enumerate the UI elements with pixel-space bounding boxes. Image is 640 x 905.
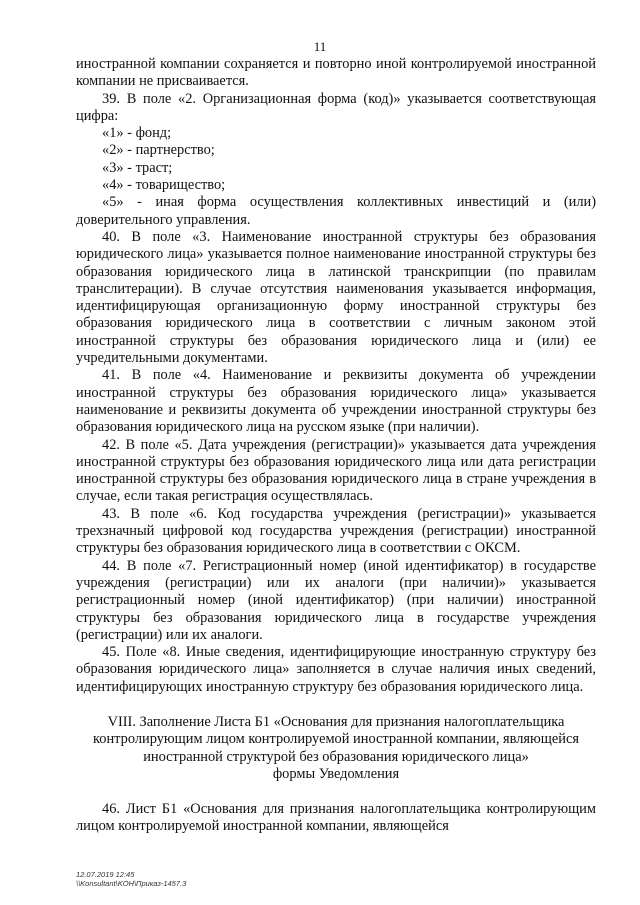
paragraph-40: 40. В поле «3. Наименование иностранной структуры без образования юридического лица» указывается полное наименование иностранной структуры без образования юридического лица в латинской транскрипции (по правилам транслитерации). В случае отсутствия наименования указывается информация, идентифицирующая организационную форму иностранной структуры без образования юридического лица в соответствии с личным законом этой иностранной структуры без образования юридического лица и (или) ее учредительными документами. — [76, 228, 596, 367]
paragraph-42: 42. В поле «5. Дата учреждения (регистрации)» указывается дата учреждения иностранной структуры без образования юридического лица или дата регистрации иностранной структуры без образования юридического лица в стране учреждения в случае, если такая регистрация осуществлялась. — [76, 436, 596, 505]
paragraph-46: 46. Лист Б1 «Основания для признания налогоплательщика контролирующим лицом контролируемой иностранной компании, являющейся — [76, 801, 596, 835]
paragraph-39: 39. В поле «2. Организационная форма (код)» указывается соответствующая цифра: — [76, 90, 596, 124]
list-item-company: «4» - товарищество; — [102, 177, 226, 194]
paragraph-continuation: иностранной компании сохраняется и повторно иной контролируемой иностранной компании не присваивается. — [76, 56, 596, 90]
section-heading-line-2: контролирующим лицом контролируемой иностранной компании, являющейся — [93, 731, 579, 748]
footer-date: 12.07.2019 12:45 — [76, 870, 135, 879]
footer-path: \\Konsultant\KOH\Приказ-1457.3 — [76, 879, 187, 888]
section-heading-line-3: иностранной структурой без образования юридического лица» — [143, 748, 529, 765]
section-heading — [76, 714, 596, 783]
section-heading-line-1: VIII. Заполнение Листа Б1 «Основания для признания налогоплательщика — [107, 713, 565, 730]
page-number: 11 — [313, 39, 327, 54]
list-item-trust: «3» - траст; — [102, 159, 173, 176]
paragraph-45: 45. Поле «8. Иные сведения, идентифицирующие иностранную структуру без образования юридического лица» заполняется в случае наличия иных сведений, идентифицирующих иностранную структуру без образования юридического лица. — [76, 644, 596, 695]
list-item-partnership: «2» - партнерство; — [102, 142, 215, 159]
document-body — [76, 56, 596, 836]
list-item-other: «5» - иная форма осуществления коллективных инвестиций и (или) доверительного управления. — [76, 194, 596, 228]
list-item-fund: «1» - фонд; — [102, 125, 172, 142]
section-heading-line-4: формы Уведомления — [272, 765, 400, 782]
footer-stamp — [76, 870, 186, 888]
paragraph-41: 41. В поле «4. Наименование и реквизиты документа об учреждении иностранной структуры без образования юридического лица» указывается наименование и реквизиты документа об учреждении иностранной структуры без образования юридического лица на русском языке (при наличии). — [76, 367, 596, 436]
paragraph-44: 44. В поле «7. Регистрационный номер (иной идентификатор) в государстве учреждения (регистрации) или их аналоги (при наличии)» указывается регистрационный номер (иной идентификатор) (при наличии) иностранной структуры без образования юридического лица в государстве учреждения (регистрации) или их аналоги. — [76, 557, 596, 643]
paragraph-43: 43. В поле «6. Код государства учреждения (регистрации)» указывается трехзначный цифровой код государства учреждения (регистрации) иностранной структуры без образования юридического лица в соответствии с ОКСМ. — [76, 505, 596, 557]
